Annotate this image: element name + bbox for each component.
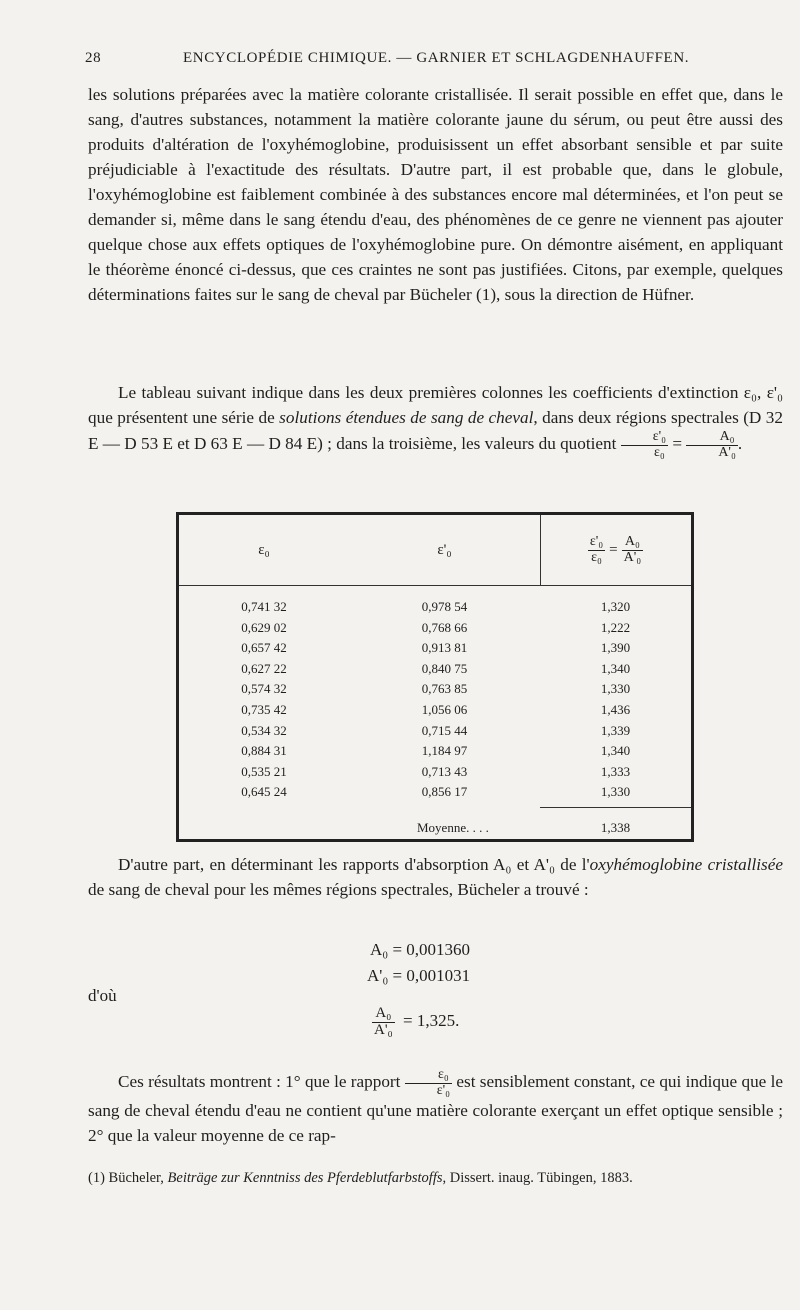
table-cell-col2: 0,840 75 [421,660,468,676]
table-cell-col2: 1,056 06 [421,701,468,717]
table-row [179,723,691,744]
paragraph-4-text-cont: est sensiblement constant, ce qui indique que le sang de cheval étendu d'eau ne contient qu'une matière colorante exerçant un effet optique sensible ; 2° que la valeur moyenne de ce rap- [88,1071,784,1145]
mean-value: 1,338 [600,820,631,835]
paragraph-2 [88,380,783,460]
paragraph-2-text: Le tableau suivant indique dans les deux premières colonnes les coefficients d'extinction ε₀, ε'₀ que présentent une série de [88,383,783,427]
mean-label: Moyenne. . . . [417,820,489,835]
running-title: ENCYCLOPÉDIE CHIMIQUE. — GARNIER ET SCHLAGDENHAUFFEN. [183,50,690,66]
table-cell-col2: 0,856 17 [421,784,468,800]
paragraph-2-italic: solutions étendues de sang de cheval [279,408,534,427]
table-cell-col1: 0,534 32 [241,722,287,738]
paragraph-3-text: D'autre part, en déterminant les rapports d'absorption A₀ et A'₀ de l' [118,855,590,874]
table-cell-col2: 0,713 43 [421,763,468,779]
paragraph-4-text: Ces résultats montrent : 1° que le rapport [118,1071,401,1091]
table-cell-col3: 1,320 [600,599,631,614]
table-cell-col2: 0,763 85 [421,681,468,697]
table-row [179,599,691,620]
footnote: (1) Bücheler, Beiträge zur Kenntniss des Pferdeblutfarbstoffs, Dissert. inaug. Tübingen, 1883. [88,1170,633,1186]
equation-a0-prime: A'₀ = 0,001031 [367,966,471,985]
table-cell-col3: 1,340 [600,660,631,676]
table-cell-col3: 1,436 [600,701,631,717]
paragraph-1 [88,82,783,307]
table-row [179,764,691,785]
equation-a0: A₀ = 0,001360 [370,940,471,959]
paragraph-4 [88,1068,783,1148]
paragraph-3-italic: oxyhémoglobine cristallisée [589,855,783,874]
table-cell-col1: 0,645 24 [241,784,287,800]
quotient-fraction-a: $\frac{\text{A₀}}{\text{A'₀}}$ [686,430,738,460]
mean-rule [540,807,691,808]
table-cell-col3: 1,390 [600,640,631,656]
table-cell-col3: 1,330 [600,681,631,697]
table-cell-col2: 0,913 81 [421,640,468,656]
page-number: 28 [85,50,102,66]
running-header [85,50,712,74]
table-row [179,681,691,702]
table-cell-col1: 0,884 31 [241,743,287,759]
paragraph-3 [88,852,783,902]
table-cell-col3: 1,333 [600,763,631,779]
table-cell-col1: 0,574 32 [241,681,287,697]
table-row [179,743,691,764]
col-header-eps0: ε₀ [258,541,270,558]
paragraph-3-text-cont: de sang de cheval pour les mêmes régions spectrales, Bücheler a trouvé : [88,880,589,899]
table-row [179,661,691,682]
table-row [179,784,691,805]
extinction-table [176,512,694,842]
table-cell-col2: 0,768 66 [421,619,468,635]
paragraph-1-text: les solutions préparées avec la matière colorante cristallisée. Il serait possible en effet que, dans le sang, d'autres substances, notamment la matière colorante jaune du sérum, ou peut être aussi des produits d'altération de l'oxyhémoglobine, produisissent un effet absorbant sensible et par suite préjudiciable à l'exactitude des résultats. D'autre part, il est probable que, dans le globule, l'oxyhémoglobine est faiblement combinée à des substances encore mal déterminées, et l'on peut se demander si, même dans le sang étendu d'eau, des phénomènes de ce genre ne viennent pas ajouter quelque chose aux effets optiques de l'oxyhémoglobine pure. On démontre aisément, en appliquant le théorème énoncé ci-dessus, que ces craintes ne sont pas justifiées. Citons, par exemple, quelques déterminations faites sur le sang de cheval par Bücheler (1), sous la direction de Hüfner. [88,85,783,304]
ratio-fraction: $\frac{\text{ε₀}}{\text{ε'₀}}$ [405,1068,452,1098]
table-cell-col3: 1,330 [600,784,631,800]
table-cell-col3: 1,222 [600,619,631,635]
table-cell-col1: 0,627 22 [241,660,287,676]
table-cell-col2: 0,978 54 [421,599,468,614]
table-cell-col1: 0,629 02 [241,619,287,635]
table-header [179,515,691,586]
footnote-title: Beiträge zur Kenntniss des Pferdeblutfarbstoffs [167,1170,443,1186]
equation-ratio: $\frac{\text{A₀}}{\text{A'₀}}$ = 1,325. [374,1005,460,1038]
table-cell-col1: 0,657 42 [241,640,287,656]
header-divider [540,515,541,585]
sentence-end: . [737,433,743,453]
quotient-fraction: $\frac{\text{ε'₀}}{\text{ε₀}}$ [621,430,668,460]
dou-label: d'où [88,986,117,1005]
table-body [179,599,691,805]
table-cell-col3: 1,340 [600,743,631,759]
table-row [179,620,691,641]
table-cell-col2: 0,715 44 [421,722,468,738]
table-cell-col2: 1,184 97 [421,743,468,759]
col-header-eps0p: ε'₀ [437,541,452,558]
col-header-quotient: $\frac{\text{ε'₀}}{\text{ε₀}}$ = $\frac{\text{A₀}}{\text{A'₀}}$ [589,534,642,565]
table-cell-col1: 0,741 32 [241,599,287,614]
table-row [179,702,691,723]
table-cell-col1: 0,735 42 [241,701,287,717]
paragraph-2-text-cont: , dans deux régions spectrales (D 32 E — D 53 E et D 63 E — D 84 E) ; dans la troisième, les valeurs du quotient [88,408,783,453]
table-cell-col1: 0,535 21 [241,763,287,779]
equals-sign: = [672,433,683,453]
table-cell-col3: 1,339 [600,722,631,738]
table-row [179,640,691,661]
